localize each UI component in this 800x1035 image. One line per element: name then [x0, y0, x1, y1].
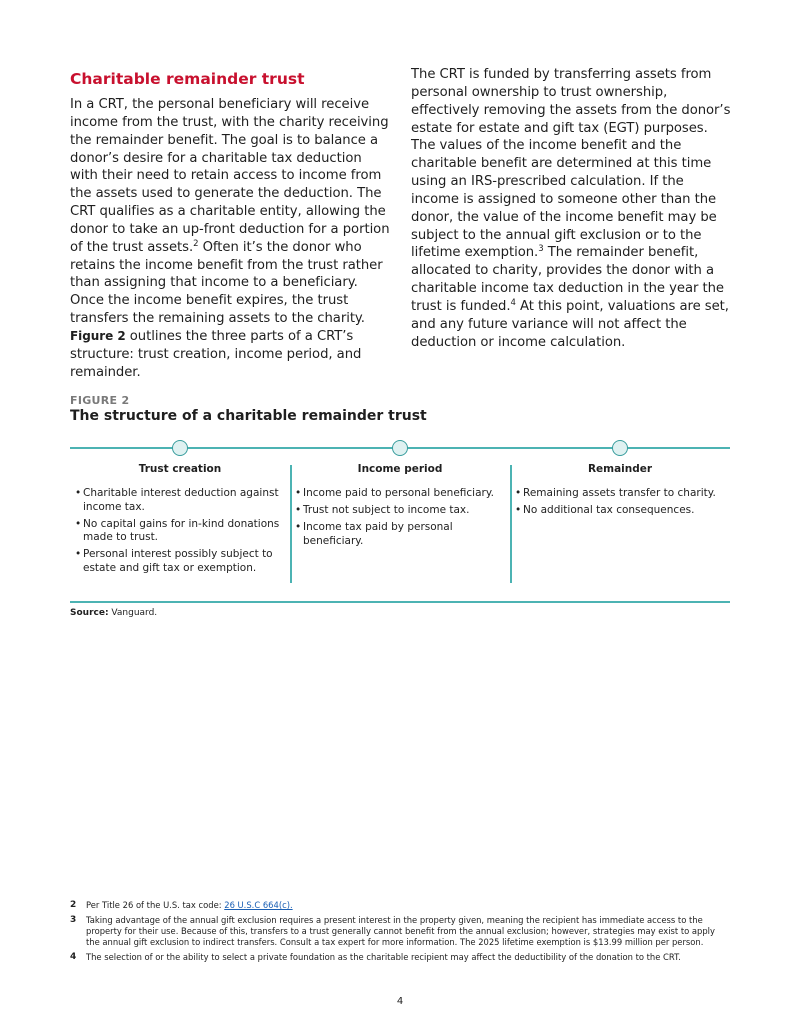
timeline-node-trust-creation: [172, 440, 188, 456]
figure-label: FIGURE 2: [70, 394, 130, 407]
right-column: [411, 66, 733, 352]
footnotes: [70, 900, 730, 967]
footnote-ref-4: 4: [510, 297, 516, 308]
footnote-ref-3: 3: [538, 244, 544, 255]
stage-income-period: [295, 463, 505, 552]
timeline-node-remainder: [612, 440, 628, 456]
footnote-number: 3: [70, 915, 77, 925]
figure-title: The structure of a charitable remainder trust: [70, 408, 427, 424]
page-number: 4: [396, 996, 404, 1007]
stage-bullet: • No capital gains for in-kind donations made to trust.: [75, 518, 285, 545]
footnote-4: [70, 952, 730, 963]
left-text-c: outlines the three parts of a CRT’s structure: trust creation, income period, and remainder.: [70, 328, 362, 380]
stage-bullet-list: [75, 487, 285, 575]
figure-bottom-rule: [70, 601, 730, 603]
footnote-ref-2: 2: [193, 238, 199, 249]
stage-title: Trust creation: [138, 463, 222, 475]
left-column: [70, 66, 392, 382]
source-label: Source:: [70, 608, 109, 618]
footnote-text: The selection of or the ability to select a private foundation as the charitable recipient may affect the deductibility of the donation to the CRT.: [86, 952, 681, 962]
tax-code-link[interactable]: 26 U.S.C 664(c).: [224, 900, 293, 910]
stage-bullet: • Income paid to personal beneficiary.: [295, 487, 505, 501]
right-text-b: The remainder benefit, allocated to charity, provides the donor with a charitable income tax deduction in the year the trust is funded.: [411, 245, 724, 314]
stage-bullet: • Personal interest possibly subject to estate and gift tax or exemption.: [75, 548, 285, 575]
footnote-number: 2: [70, 900, 77, 910]
footnote-2: [70, 900, 730, 911]
figure-2-reference: Figure 2: [70, 328, 126, 343]
footnote-3: [70, 915, 730, 948]
right-body-paragraph: [411, 66, 733, 352]
right-text-c: At this point, valuations are set, and any future variance will not affect the deduction or income calculation.: [411, 298, 729, 350]
stage-bullet: • Remaining assets transfer to charity.: [515, 487, 725, 501]
stage-divider: [510, 465, 512, 583]
stage-title: Remainder: [587, 463, 653, 475]
stage-remainder: [515, 463, 725, 521]
section-heading: Charitable remainder trust: [70, 70, 305, 88]
stage-divider: [290, 465, 292, 583]
stage-title: Income period: [357, 463, 443, 475]
figure-source: [70, 608, 157, 618]
stage-bullet: • Income tax paid by personal beneficiary.: [295, 521, 505, 548]
footnote-text: Taking advantage of the annual gift exclusion requires a present interest in the property given, meaning the recipient has immediate access to the property for their use. Because of this, transfers to a trust generally cannot benefit from the annual exclusion; however, strategies may exist to apply the annual gift exclusion to indirect transfers. Consult a tax expert for more information. The 2025 lifetime exemption is $13.99 million per person.: [86, 915, 715, 947]
left-text-a: In a CRT, the personal beneficiary will receive income from the trust, with the charity receiving the remainder benefit. The goal is to balance a donor’s desire for a charitable tax deduction with their need to retain access to income from the assets used to generate the deduction. The CRT qualifies as a charitable entity, allowing the donor to take an up-front deduction for a portion of the trust assets.: [70, 97, 390, 255]
right-text-a: The CRT is funded by transferring assets from personal ownership to trust ownership, effectively removing the assets from the donor’s estate for estate and gift tax (EGT) purposes. The values of the income benefit and the charitable benefit are determined at this time using an IRS-prescribed calculation. If the income is assigned to someone other than the donor, the value of the income benefit may be subject to the annual gift exclusion or to the lifetime exemption.: [411, 67, 731, 261]
stage-bullet-list: [515, 487, 725, 518]
left-text-b: Often it’s the donor who retains the income benefit from the trust rather than assigning that income to a beneficiary. Once the income benefit expires, the trust transfers the remaining assets to the charity.: [70, 239, 383, 327]
stage-bullet: • Trust not subject to income tax.: [295, 504, 505, 518]
left-body-paragraph: [70, 96, 392, 382]
footnote-text: Per Title 26 of the U.S. tax code:: [86, 900, 225, 910]
footnote-number: 4: [70, 952, 77, 962]
timeline-node-income-period: [392, 440, 408, 456]
stage-bullet-list: [295, 487, 505, 548]
source-text: Vanguard.: [108, 608, 158, 618]
stage-bullet: • No additional tax consequences.: [515, 504, 725, 518]
stage-bullet: • Charitable interest deduction against income tax.: [75, 487, 285, 514]
stage-trust-creation: [75, 463, 285, 579]
